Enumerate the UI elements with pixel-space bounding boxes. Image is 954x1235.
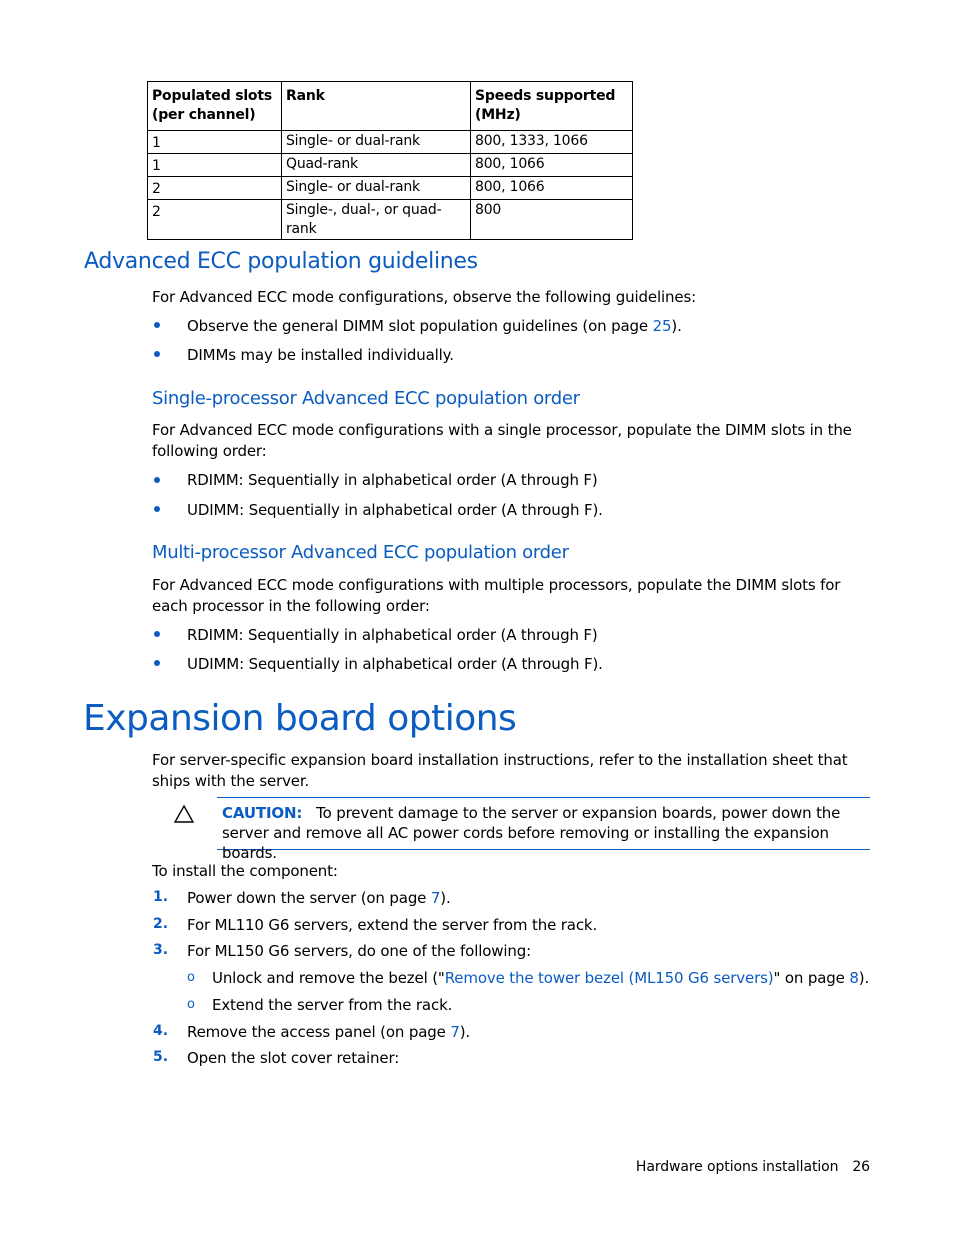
table-cell: Quad-rank [282, 154, 471, 177]
table-cell: 2 [148, 200, 282, 240]
page-link[interactable]: 25 [652, 317, 672, 335]
page-link[interactable]: 7 [450, 1023, 460, 1041]
table-cell: Single-, dual-, or quad-rank [282, 200, 471, 240]
step-item [187, 1022, 867, 1043]
page-link[interactable]: 8 [849, 969, 859, 987]
paragraph: For Advanced ECC mode configurations with multiple processors, populate the DIMM slots for each processor in the following order: [152, 576, 841, 615]
step-text: Power down the server (on page [187, 889, 431, 907]
chapter-heading-expansion-board-options: Expansion board options [83, 698, 517, 739]
table-cell: 2 [148, 177, 282, 200]
speeds-table [147, 81, 633, 240]
table-header: Speeds supported (MHz) [471, 82, 633, 131]
list-item-text: Observe the general DIMM slot population guidelines (on page [187, 317, 653, 335]
list-item: RDIMM: Sequentially in alphabetical order (A through F) [187, 471, 598, 489]
caution-triangle-icon [173, 804, 195, 824]
step-number: 3. [153, 942, 169, 958]
table-cell: 800, 1333, 1066 [471, 131, 633, 154]
bullet-icon [154, 660, 160, 666]
caution-message: To prevent damage to the server or expansion boards, power down the server and remove all AC power cords before removing or installing the expansion boards. [222, 804, 841, 862]
caution-callout [217, 797, 870, 862]
step-item: For ML110 G6 servers, extend the server from the rack. [187, 916, 598, 934]
caution-label: CAUTION: [222, 804, 303, 822]
subsection-heading-multi-processor: Multi-processor Advanced ECC population order [152, 542, 569, 563]
step-item: Open the slot cover retainer: [187, 1049, 400, 1067]
step-text: ). [858, 969, 870, 987]
list-item: UDIMM: Sequentially in alphabetical order (A through F). [187, 501, 603, 519]
table-cell: Single- or dual-rank [282, 177, 471, 200]
table-cell: 800, 1066 [471, 177, 633, 200]
step-number: 5. [153, 1049, 169, 1065]
table-row [148, 200, 633, 240]
bullet-icon [154, 506, 160, 512]
footer-section-title: Hardware options installation [635, 1159, 839, 1175]
table-row [148, 131, 633, 154]
sub-step-item [212, 968, 872, 989]
step-number: 4. [153, 1023, 169, 1039]
step-text: ). [459, 1023, 471, 1041]
step-number: 2. [153, 916, 169, 932]
sub-step-item: Extend the server from the rack. [212, 996, 453, 1014]
page-link[interactable]: 7 [430, 889, 441, 907]
table-cell: 1 [148, 131, 282, 154]
table-row [148, 154, 633, 177]
step-number: 1. [153, 889, 169, 905]
bullet-icon [154, 477, 160, 483]
paragraph: For server-specific expansion board installation instructions, refer to the installation sheet that ships with the server. [152, 751, 848, 790]
page-footer [636, 1159, 870, 1175]
table-header: Populated slots (per channel) [148, 82, 282, 131]
caution-text [222, 803, 867, 863]
sub-bullet-marker: o [187, 997, 195, 1012]
list-item: UDIMM: Sequentially in alphabetical order (A through F). [187, 655, 603, 673]
step-text: Unlock and remove the bezel (" [212, 969, 445, 987]
list-item-text: ). [671, 317, 682, 335]
table-cell: 800, 1066 [471, 154, 633, 177]
section-heading-advanced-ecc: Advanced ECC population guidelines [84, 249, 478, 274]
step-text: Remove the access panel (on page [187, 1023, 451, 1041]
paragraph: To install the component: [152, 862, 338, 880]
bullet-icon [154, 351, 160, 357]
table-cell: 1 [148, 154, 282, 177]
table-header: Rank [282, 82, 471, 131]
list-item [187, 316, 867, 337]
table-cell: 800 [471, 200, 633, 240]
page-number: 26 [852, 1159, 870, 1175]
table-row [148, 177, 633, 200]
list-item: DIMMs may be installed individually. [187, 346, 454, 364]
step-text: " on page [773, 969, 850, 987]
bullet-icon [154, 322, 160, 328]
step-item: For ML150 G6 servers, do one of the following: [187, 942, 532, 960]
step-text: ). [440, 889, 451, 907]
subsection-heading-single-processor: Single-processor Advanced ECC population order [152, 388, 580, 409]
bullet-icon [154, 631, 160, 637]
paragraph: For Advanced ECC mode configurations, observe the following guidelines: [152, 288, 697, 306]
sub-bullet-marker: o [187, 970, 195, 985]
bezel-removal-link[interactable]: Remove the tower bezel (ML150 G6 servers) [444, 969, 774, 987]
step-item [187, 888, 867, 909]
list-item: RDIMM: Sequentially in alphabetical order (A through F) [187, 626, 598, 644]
paragraph: For Advanced ECC mode configurations with a single processor, populate the DIMM slots in the following order: [152, 421, 852, 460]
table-header-row [148, 82, 633, 131]
table-cell: Single- or dual-rank [282, 131, 471, 154]
